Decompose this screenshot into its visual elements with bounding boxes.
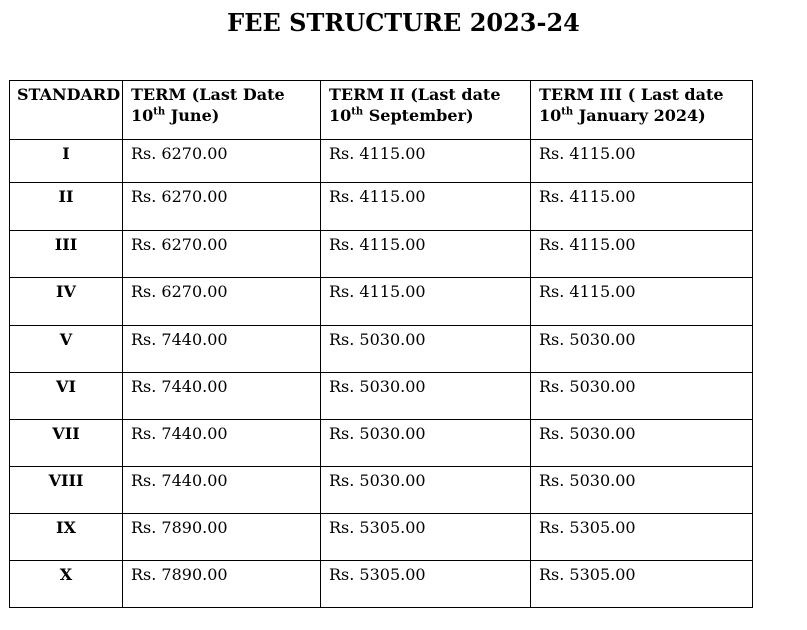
- cell-term-1: Rs. 7440.00: [123, 326, 321, 373]
- table-row: [10, 278, 753, 326]
- cell-standard: X: [10, 561, 123, 608]
- table-row: [10, 561, 753, 608]
- cell-standard: VIII: [10, 467, 123, 514]
- cell-term-2: Rs. 5305.00: [321, 514, 531, 561]
- cell-standard: V: [10, 326, 123, 373]
- header-term-2: [321, 81, 531, 140]
- cell-term-2: Rs. 5030.00: [321, 326, 531, 373]
- cell-term-3: Rs. 5030.00: [531, 373, 753, 420]
- cell-standard: IV: [10, 278, 123, 326]
- cell-term-1: Rs. 7440.00: [123, 373, 321, 420]
- cell-term-2: Rs. 4115.00: [321, 183, 531, 231]
- cell-standard: III: [10, 231, 123, 278]
- cell-term-1: Rs. 7890.00: [123, 514, 321, 561]
- table-row: [10, 467, 753, 514]
- cell-term-2: Rs. 5030.00: [321, 420, 531, 467]
- cell-term-2: Rs. 4115.00: [321, 278, 531, 326]
- table-row: [10, 140, 753, 183]
- page-title: FEE STRUCTURE 2023-24: [227, 8, 580, 37]
- header-term-2-text: TERM II (Last date 10: [329, 85, 501, 125]
- cell-term-1: Rs. 6270.00: [123, 231, 321, 278]
- cell-term-2: Rs. 4115.00: [321, 231, 531, 278]
- cell-term-1: Rs. 6270.00: [123, 278, 321, 326]
- cell-term-2: Rs. 5030.00: [321, 373, 531, 420]
- table-row: [10, 514, 753, 561]
- cell-standard: VI: [10, 373, 123, 420]
- table-row: [10, 326, 753, 373]
- header-standard: STANDARD: [10, 81, 123, 140]
- cell-term-3: Rs. 5030.00: [531, 420, 753, 467]
- cell-term-2: Rs. 5030.00: [321, 467, 531, 514]
- cell-term-3: Rs. 5030.00: [531, 326, 753, 373]
- table-row: [10, 420, 753, 467]
- fee-table: [9, 80, 753, 608]
- header-term-3-ordinal: th: [561, 106, 574, 118]
- cell-term-2: Rs. 4115.00: [321, 140, 531, 183]
- cell-term-3: Rs. 4115.00: [531, 140, 753, 183]
- header-term-1-text-end: June): [165, 106, 220, 125]
- header-term-1-text: TERM (Last Date 10: [131, 85, 285, 125]
- cell-term-1: Rs. 7440.00: [123, 420, 321, 467]
- header-term-2-text-end: September): [363, 106, 474, 125]
- cell-term-1: Rs. 6270.00: [123, 140, 321, 183]
- header-term-3: [531, 81, 753, 140]
- table-row: [10, 183, 753, 231]
- table-row: [10, 231, 753, 278]
- cell-term-2: Rs. 5305.00: [321, 561, 531, 608]
- cell-term-3: Rs. 4115.00: [531, 278, 753, 326]
- cell-term-3: Rs. 4115.00: [531, 231, 753, 278]
- header-term-1: [123, 81, 321, 140]
- header-term-3-text-end: January 2024): [573, 106, 706, 125]
- cell-standard: VII: [10, 420, 123, 467]
- cell-term-3: Rs. 4115.00: [531, 183, 753, 231]
- table-row: [10, 373, 753, 420]
- cell-term-1: Rs. 7440.00: [123, 467, 321, 514]
- header-term-1-ordinal: th: [153, 106, 166, 118]
- header-term-3-text: TERM III ( Last date 10: [539, 85, 724, 125]
- cell-term-3: Rs. 5030.00: [531, 467, 753, 514]
- header-term-2-ordinal: th: [351, 106, 364, 118]
- cell-standard: I: [10, 140, 123, 183]
- cell-standard: II: [10, 183, 123, 231]
- cell-term-1: Rs. 7890.00: [123, 561, 321, 608]
- header-row: [10, 81, 753, 140]
- cell-term-3: Rs. 5305.00: [531, 561, 753, 608]
- cell-standard: IX: [10, 514, 123, 561]
- cell-term-1: Rs. 6270.00: [123, 183, 321, 231]
- cell-term-3: Rs. 5305.00: [531, 514, 753, 561]
